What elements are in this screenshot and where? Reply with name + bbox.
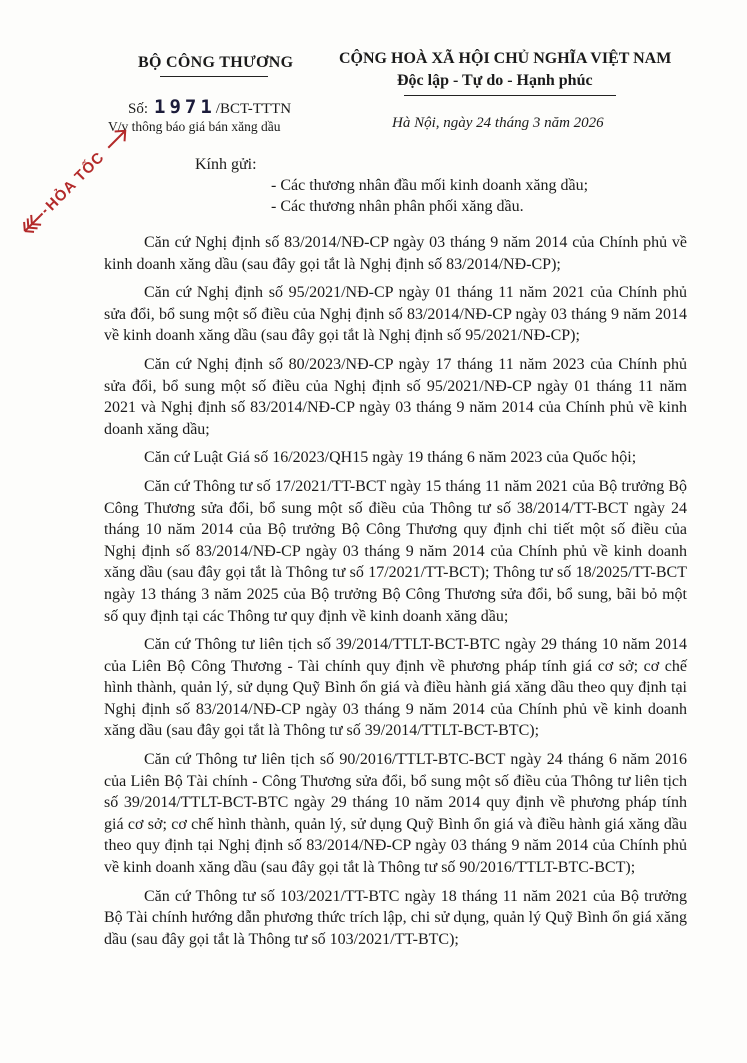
issuing-agency: BỘ CÔNG THƯƠNG (138, 54, 294, 71)
national-title: CỘNG HOÀ XÃ HỘI CHỦ NGHĨA VIỆT NAM (339, 50, 672, 67)
legal-basis-paragraph: Căn cứ Thông tư liên tịch số 39/2014/TTLT-BCT-BTC ngày 29 tháng 10 năm 2014 của Liên Bộ Công Thương - Tài chính quy định về phương pháp tính giá cơ sở; cơ chế hình thành, quản lý, sử dụng Quỹ Bình ổn giá và điều hành giá xăng dầu theo quy định tại Nghị định số 83/2014/NĐ-CP ngày 03 tháng 9 năm 2014 của Chính phủ về kinh doanh xăng dầu (sau đây gọi tắt là Thông tư số 39/2014/TTLT-BCT-BTC); (104, 636, 687, 740)
recipient-item: - Các thương nhân phân phối xăng dầu. (271, 198, 524, 215)
legal-basis-paragraph: Căn cứ Thông tư số 103/2021/TT-BTC ngày 18 tháng 11 năm 2021 của Bộ trưởng Bộ Tài chính hướng dẫn phương thức trích lập, chi sử dụng, quản lý Quỹ Bình ổn giá xăng dầu (sau đây gọi tắt là Thông tư số 103/2021/TT-BTC); (104, 887, 687, 948)
legal-basis-paragraph: Căn cứ Luật Giá số 16/2023/QH15 ngày 19 tháng 6 năm 2023 của Quốc hội; (144, 449, 637, 467)
national-motto: Độc lập - Tự do - Hạnh phúc (397, 72, 593, 89)
agency-underline (160, 76, 268, 77)
legal-basis-paragraph: Căn cứ Thông tư số 17/2021/TT-BCT ngày 15 tháng 11 năm 2021 của Bộ trưởng Bộ Công Thương sửa đổi, bổ sung một số điều của Thông tư số 38/2014/TT-BCT ngày 24 tháng 10 năm 2014 của Bộ trưởng Bộ Công Thương quy định chi tiết một số điều của Nghị định số 83/2014/NĐ-CP ngày 03 tháng 9 năm 2014 của Chính phủ về kinh doanh xăng dầu (sau đây gọi tắt là Thông tư số 17/2021/TT-BCT); Thông tư số 18/2025/TT-BCT ngày 13 tháng 3 năm 2025 của Bộ trưởng Bộ Công Thương sửa đổi, bổ sung, bãi bỏ một số quy định tại các Thông tư quy định về kinh doanh xăng dầu; (104, 477, 687, 625)
document-subject: V/v thông báo giá bán xăng dầu (108, 119, 281, 134)
urgent-stamp-arrow-icon (14, 119, 137, 242)
urgent-stamp-text: HỎA TỐC (42, 148, 108, 215)
recipients-label: Kính gửi: (195, 156, 257, 173)
number-suffix: /BCT-TTTN (215, 101, 292, 117)
legal-basis-paragraph: Căn cứ Nghị định số 80/2023/NĐ-CP ngày 17 tháng 11 năm 2023 của Chính phủ sửa đổi, bổ sung một số điều của Nghị định số 95/2021/NĐ-CP ngày 01 tháng 11 năm 2021 và Nghị định số 83/2014/NĐ-CP ngày 03 tháng 9 năm 2014 của Chính phủ về kinh doanh xăng dầu; (104, 355, 687, 438)
recipient-item: - Các thương nhân đầu mối kinh doanh xăng dầu; (271, 177, 589, 194)
document-body (104, 232, 687, 957)
legal-basis-paragraph: Căn cứ Thông tư liên tịch số 90/2016/TTLT-BTC-BCT ngày 24 tháng 6 năm 2016 của Liên Bộ Tài chính - Công Thương sửa đổi, bổ sung một số điều của Thông tư liên tịch số 39/2014/TTLT-BCT-BTC ngày 29 tháng 10 năm 2014 quy định về phương pháp tính giá cơ sở; cơ chế hình thành, quản lý, sử dụng Quỹ Bình ổn giá và điều hành giá xăng dầu theo quy định tại Nghị định số 83/2014/NĐ-CP ngày 03 tháng 9 năm 2014 của Chính phủ về kinh doanh xăng dầu (sau đây gọi tắt là Thông tư số 90/2016/TTLT-BTC-BCT); (104, 751, 687, 877)
handwritten-number: 1971 (154, 96, 216, 118)
place-and-date: Hà Nội, ngày 24 tháng 3 năm 2026 (392, 115, 604, 131)
document-number (128, 96, 291, 118)
number-prefix: Số: (128, 101, 149, 117)
legal-basis-paragraph: Căn cứ Nghị định số 83/2014/NĐ-CP ngày 03 tháng 9 năm 2014 của Chính phủ về kinh doanh xăng dầu (sau đây gọi tắt là Nghị định số 83/2014/NĐ-CP); (104, 234, 687, 273)
motto-underline (404, 95, 616, 96)
legal-basis-paragraph: Căn cứ Nghị định số 95/2021/NĐ-CP ngày 01 tháng 11 năm 2021 của Chính phủ sửa đổi, bổ sung một số điều của Nghị định số 83/2014/NĐ-CP ngày 03 tháng 9 năm 2014 về kinh doanh xăng dầu (sau đây gọi tắt là Nghị định số 95/2021/NĐ-CP); (104, 284, 687, 345)
urgent-stamp (14, 119, 137, 242)
